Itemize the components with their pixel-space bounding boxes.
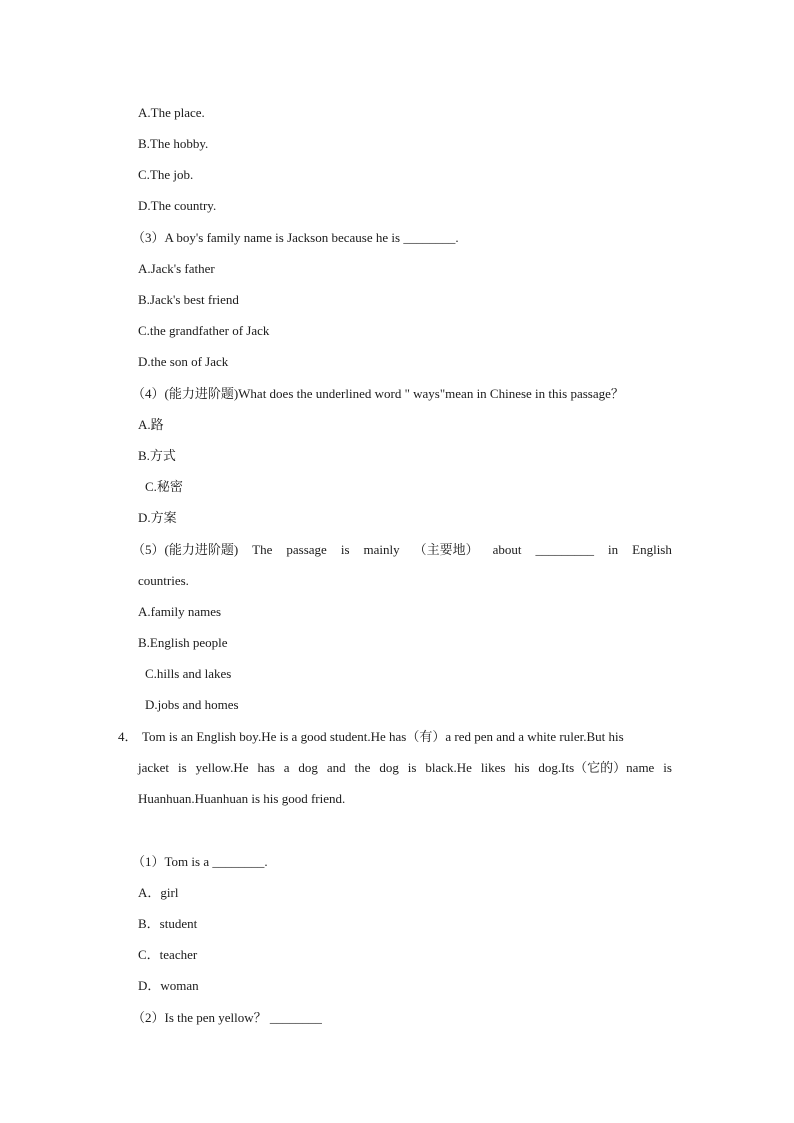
p4-q1-stem: （1）Tom is a ________. [132, 854, 268, 869]
q5-stem-part: in [608, 542, 619, 557]
q3-option-b: B.Jack's best friend [138, 292, 239, 307]
q5-stem-part: is [340, 542, 350, 557]
q5-stem-part: English [632, 542, 672, 557]
q5-stem-part: about [492, 542, 522, 557]
q5-stem-part: （主要地） [413, 542, 479, 557]
q3-option-c: C.the grandfather of Jack [138, 323, 270, 338]
p4-q1-option-c: C．teacher [138, 947, 198, 962]
passage-word: likes [480, 760, 506, 775]
q5-stem-part: （5）(能力进阶题) [132, 542, 239, 557]
q3-stem: （3）A boy's family name is Jackson because he is ________. [132, 230, 459, 245]
q4-option-b: B.方式 [138, 448, 176, 463]
passage-word: is [663, 760, 672, 775]
q5-stem-part: _________ [535, 542, 595, 557]
q5-option-b: B.English people [138, 635, 228, 650]
question-number: 4． [118, 729, 138, 744]
passage-word: dog [298, 760, 318, 775]
passage-word: jacket [138, 760, 170, 775]
p4-q2-stem: （2）Is the pen yellow？ ________ [132, 1010, 322, 1025]
passage-word: is [407, 760, 417, 775]
passage-word: his [514, 760, 530, 775]
q4-option-a: A.路 [138, 417, 164, 432]
passage-word: dog [379, 760, 399, 775]
passage-word: a [283, 760, 290, 775]
p4-q1-option-d: D．woman [138, 978, 199, 993]
passage-word: dog.Its（它的）name [538, 760, 655, 775]
q4-option-d: D.方案 [138, 510, 177, 525]
passage-line-2 [138, 760, 672, 776]
q5-option-d: D.jobs and homes [145, 697, 239, 712]
q2-option-c: C.The job. [138, 167, 194, 182]
p4-q1-option-b: B．student [138, 916, 198, 931]
q5-option-c: C.hills and lakes [145, 666, 232, 681]
q2-option-d: D.The country. [138, 198, 217, 213]
q2-option-b: B.The hobby. [138, 136, 209, 151]
q5-option-a: A.family names [138, 604, 222, 619]
passage-word: the [354, 760, 371, 775]
q5-stem [132, 542, 672, 558]
q5-stem-part: passage [286, 542, 327, 557]
q3-option-d: D.the son of Jack [138, 354, 229, 369]
q2-option-a: A.The place. [138, 105, 205, 120]
passage-word: is [177, 760, 187, 775]
passage-word: yellow.He [195, 760, 249, 775]
q4-stem: （4）(能力进阶题)What does the underlined word " ways"mean in Chinese in this passage？ [132, 386, 624, 401]
q3-option-a: A.Jack's father [138, 261, 215, 276]
p4-q1-option-a: A．girl [138, 885, 179, 900]
q4-option-c: C.秘密 [145, 479, 183, 494]
passage-line-3: Huanhuan.Huanhuan is his good friend. [138, 791, 346, 806]
passage-line-1: Tom is an English boy.He is a good student.He has（有）a red pen and a white ruler.But his [142, 729, 624, 744]
passage-word: has [257, 760, 275, 775]
q5-stem-part: mainly [363, 542, 400, 557]
q5-stem-continuation: countries. [138, 573, 189, 588]
passage-word: and [326, 760, 346, 775]
q5-stem-part: The [252, 542, 273, 557]
passage-word: black.He [425, 760, 472, 775]
